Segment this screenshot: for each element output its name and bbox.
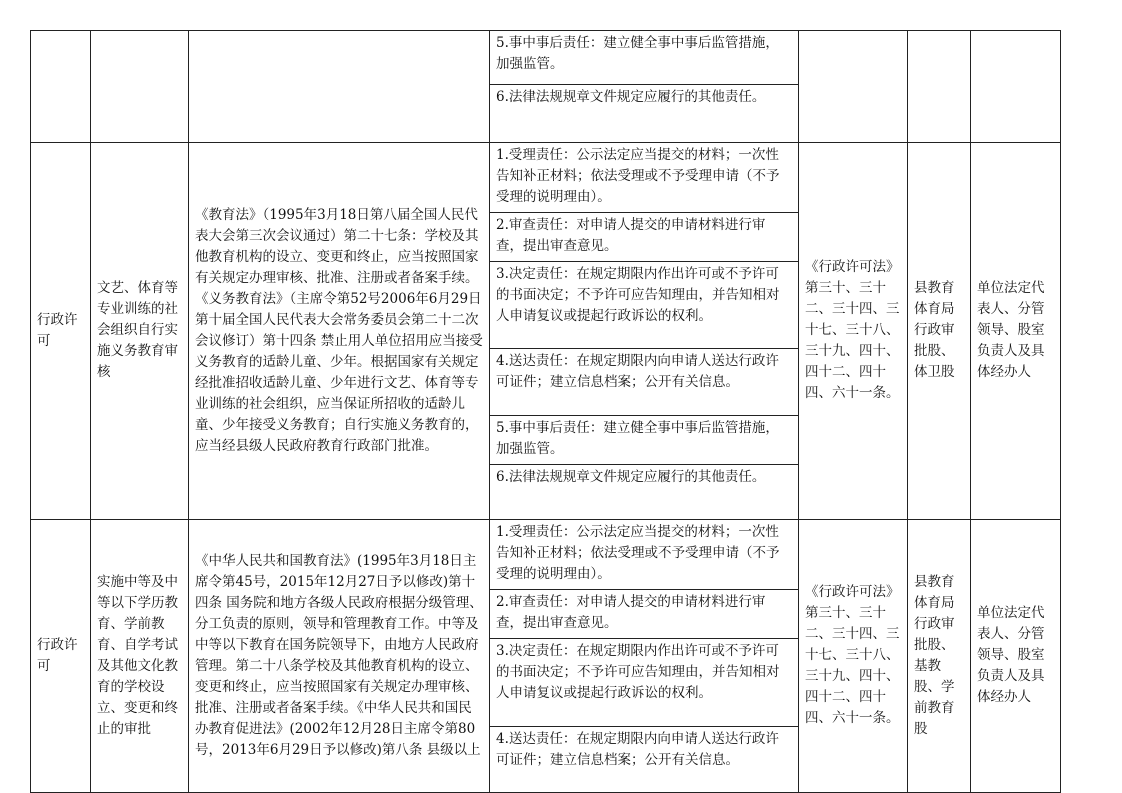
item-name-cell	[91, 31, 189, 143]
department-cell: 县教育体育局行政审批股、基教股、学前教育股	[908, 519, 971, 792]
category-cell: 行政许可	[31, 142, 91, 519]
category-cell	[31, 31, 91, 143]
responsibility-cell: 5.事中事后责任：建立健全事中事后监管措施，加强监管。	[490, 31, 799, 85]
legal-basis-cell	[189, 31, 490, 143]
law-reference-cell: 《行政许可法》第三十、三十二、三十四、三十七、三十八、三十九、四十、四十二、四十四、六十一条。	[799, 519, 908, 792]
legal-basis-cell: 《中华人民共和国教育法》(1995年3月18日主席令第45号，2015年12月27日予以修改)第十四条 国务院和地方各级人民政府根据分级管理、分工负责的原则，领导和管理教育工作。中等及中等以下教育在国务院领导下，由地方人民政府管理。第二十八条学校及其他教育机构的设立、变更和终止，应当按照国家有关规定办理审核、批准、注册或者备案手续。《中华人民共和国民办教育促进法》(2002年12月28日主席令第80号，2013年6月29日予以修改)第八条 县级以上	[189, 519, 490, 792]
table-row	[31, 142, 1061, 212]
responsibility-cell: 4.送达责任：在规定期限内向申请人送达行政许可证件；建立信息档案；公开有关信息。	[490, 349, 799, 415]
item-name-cell: 实施中等及中等以下学历教育、学前教育、自学考试及其他文化教育的学校设立、变更和终止的审批	[91, 519, 189, 792]
category-cell: 行政许可	[31, 519, 91, 792]
department-cell: 县教育体育局行政审批股、体卫股	[908, 142, 971, 519]
law-reference-cell: 《行政许可法》第三十、三十二、三十四、三十七、三十八、三十九、四十、四十二、四十四、六十一条。	[799, 142, 908, 519]
department-cell	[908, 31, 971, 143]
authority-list-table	[30, 30, 1061, 793]
table-row	[31, 519, 1061, 589]
responsibility-cell: 5.事中事后责任：建立健全事中事后监管措施，加强监管。	[490, 415, 799, 465]
responsibility-cell: 2.审查责任：对申请人提交的申请材料进行审查，提出审查意见。	[490, 590, 799, 639]
responsible-person-cell: 单位法定代表人、分管领导、股室负责人及具体经办人	[971, 142, 1061, 519]
law-reference-cell	[799, 31, 908, 143]
responsible-person-cell: 单位法定代表人、分管领导、股室负责人及具体经办人	[971, 519, 1061, 792]
responsibility-cell: 3.决定责任：在规定期限内作出许可或不予许可的书面决定；不予许可应告知理由，并告知相对人申请复议或提起行政诉讼的权利。	[490, 638, 799, 726]
responsible-person-cell	[971, 31, 1061, 143]
responsibility-cell: 1.受理责任：公示法定应当提交的材料；一次性告知补正材料；依法受理或不予受理申请（不予受理的说明理由）。	[490, 142, 799, 212]
responsibility-cell: 1.受理责任：公示法定应当提交的材料；一次性告知补正材料；依法受理或不予受理申请（不予受理的说明理由）。	[490, 519, 799, 589]
responsibility-cell: 2.审查责任：对申请人提交的申请材料进行审查，提出审查意见。	[490, 212, 799, 261]
responsibility-cell: 3.决定责任：在规定期限内作出许可或不予许可的书面决定；不予许可应告知理由，并告知相对人申请复议或提起行政诉讼的权利。	[490, 261, 799, 349]
responsibility-cell: 6.法律法规规章文件规定应履行的其他责任。	[490, 465, 799, 520]
table-row	[31, 31, 1061, 85]
responsibility-cell: 4.送达责任：在规定期限内向申请人送达行政许可证件；建立信息档案；公开有关信息。	[490, 726, 799, 792]
item-name-cell: 文艺、体育等专业训练的社会组织自行实施义务教育审核	[91, 142, 189, 519]
responsibility-cell: 6.法律法规规章文件规定应履行的其他责任。	[490, 84, 799, 142]
legal-basis-cell: 《教育法》（1995年3月18日第八届全国人民代表大会第三次会议通过）第二十七条：学校及其他教育机构的设立、变更和终止，应当按照国家有关规定办理审核、批准、注册或者备案手续。《义务教育法》（主席令第52号2006年6月29日第十届全国人民代表大会常务委员会第二十二次会议修订）第十四条 禁止用人单位招用应当接受义务教育的适龄儿童、少年。根据国家有关规定经批准招收适龄儿童、少年进行文艺、体育等专业训练的社会组织，应当保证所招收的适龄儿童、少年接受义务教育；自行实施义务教育的，应当经县级人民政府教育行政部门批准。	[189, 142, 490, 519]
